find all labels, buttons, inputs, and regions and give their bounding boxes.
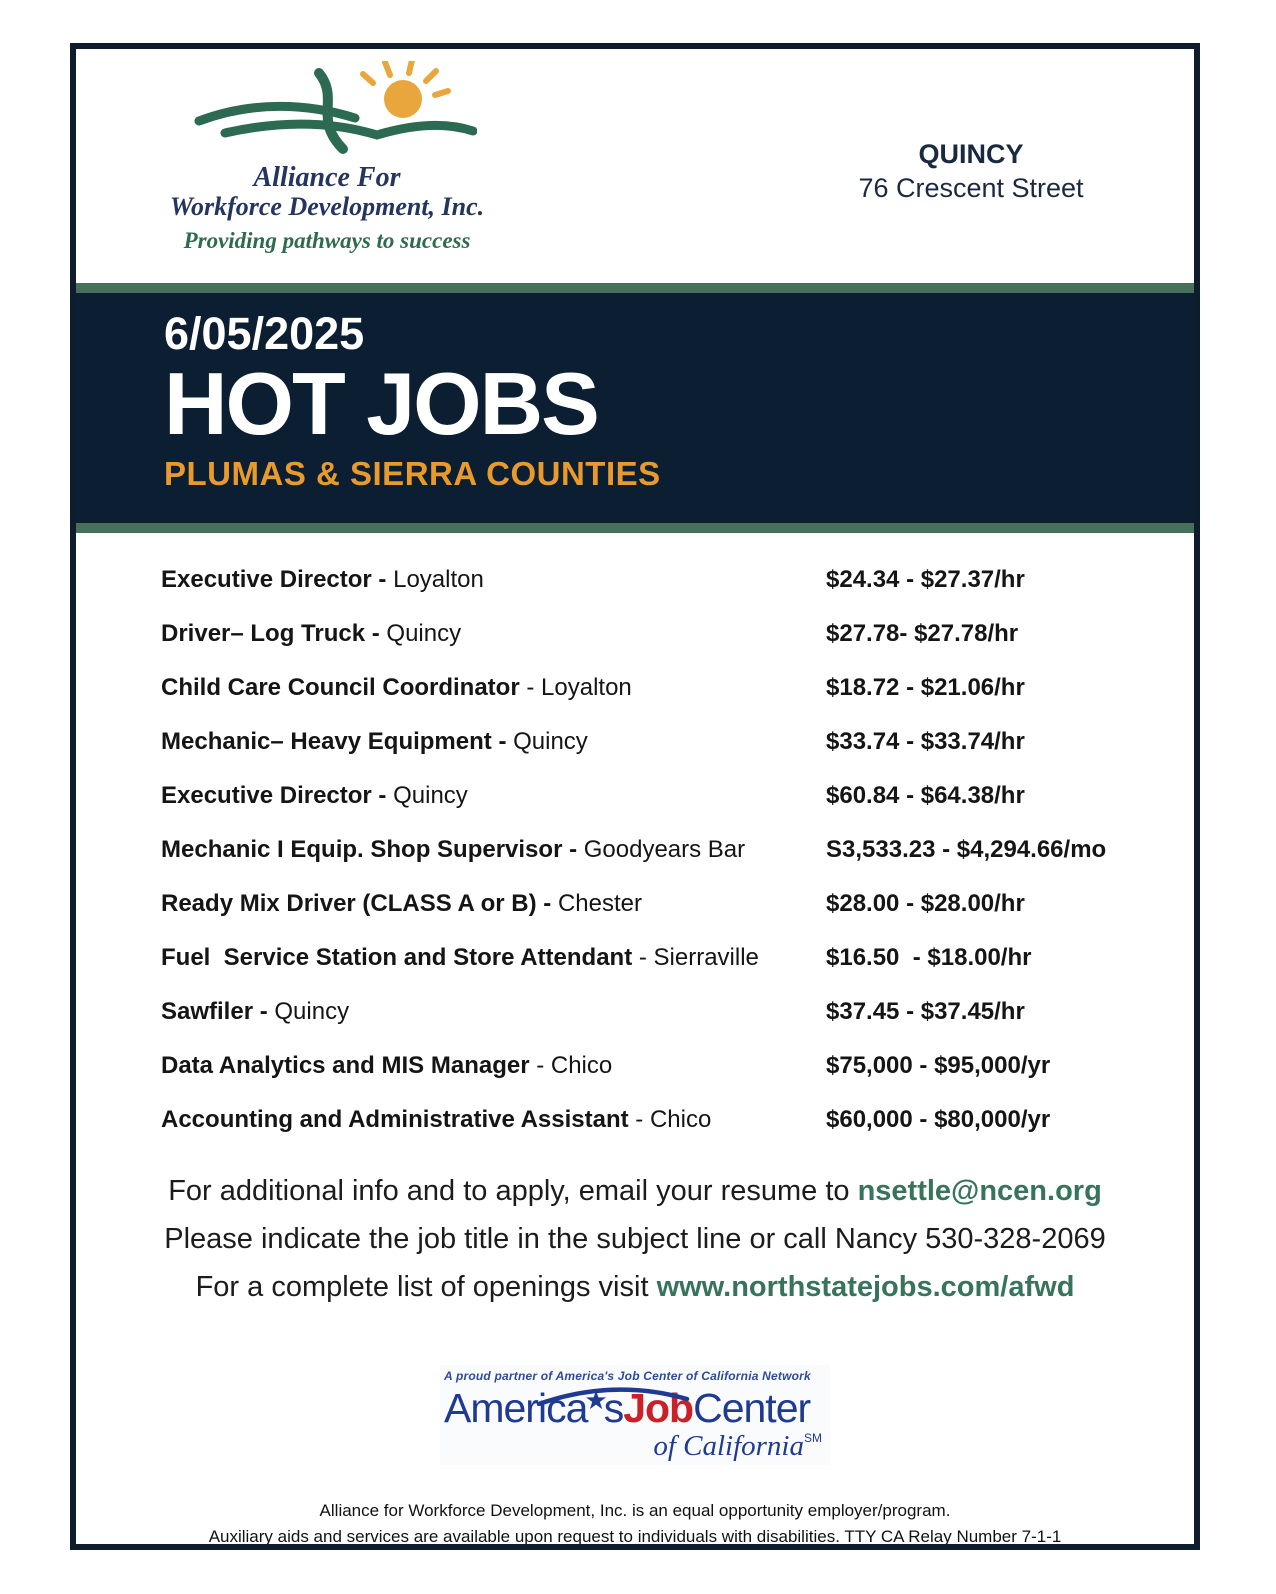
org-tagline: Providing pathways to success xyxy=(183,228,471,254)
job-title-bold: Executive Director - xyxy=(161,566,387,593)
job-title-bold: Sawfiler - xyxy=(161,998,268,1025)
disclaimer-line2: Auxiliary aids and services are available upon request to individuals with disabilities. TTY CA Relay Number 7-1-1 xyxy=(208,1527,1062,1546)
banner-bottom-stripe xyxy=(76,523,1194,533)
banner-title: HOT JOBS xyxy=(164,354,598,453)
contact-line1-text: For additional info and to apply, email your resume to xyxy=(168,1175,858,1207)
banner-date: 6/05/2025 xyxy=(164,308,365,359)
job-location: Quincy xyxy=(513,728,588,755)
org-logo xyxy=(154,61,500,254)
job-pay: $16.50 - $18.00/hr xyxy=(826,944,1032,971)
ajc-word-s: s xyxy=(603,1385,624,1431)
job-row xyxy=(161,566,1166,594)
job-row xyxy=(161,998,1166,1026)
ajc-partner-text: A proud partner of America's Job Center of California Network xyxy=(444,1369,811,1383)
job-title xyxy=(161,620,461,647)
flyer-page xyxy=(70,43,1200,1550)
contact-line-website xyxy=(76,1263,1194,1311)
job-location: - Sierraville xyxy=(638,944,759,971)
job-location: - Chico xyxy=(635,1106,712,1133)
job-title xyxy=(161,1052,612,1079)
job-pay: $60,000 - $80,000/yr xyxy=(826,1106,1051,1133)
ajc-of-california-text: of California xyxy=(653,1430,804,1463)
ajc-word-job: Job xyxy=(623,1385,694,1431)
job-title-bold: Mechanic I Equip. Shop Supervisor - xyxy=(161,836,578,863)
org-name-line1: Alliance For xyxy=(253,162,401,193)
job-row xyxy=(161,1106,1166,1134)
job-location: Quincy xyxy=(393,782,468,809)
ajc-word-america: America xyxy=(444,1385,588,1431)
job-title xyxy=(161,836,745,863)
job-location: Goodyears Bar xyxy=(583,836,746,863)
job-location: Chester xyxy=(557,890,643,917)
ajc-arc-icon xyxy=(534,1380,692,1406)
job-location: Quincy xyxy=(386,620,462,647)
job-title-bold: Mechanic– Heavy Equipment - xyxy=(161,728,507,755)
job-title xyxy=(161,998,349,1025)
job-pay: $33.74 - $33.74/hr xyxy=(826,728,1025,755)
email-link[interactable]: nsettle@ncen.org xyxy=(857,1175,1102,1207)
ajc-of-california xyxy=(444,1430,826,1463)
job-title-bold: Child Care Council Coordinator xyxy=(161,674,520,701)
job-title xyxy=(161,674,632,701)
contact-block xyxy=(76,1167,1194,1311)
job-row xyxy=(161,782,1166,810)
job-row xyxy=(161,836,1166,864)
job-pay: $27.78- $27.78/hr xyxy=(826,620,1019,647)
job-title-bold: Executive Director - xyxy=(161,782,387,809)
hot-jobs-banner xyxy=(76,283,1194,533)
website-link[interactable]: www.northstatejobs.com/afwd xyxy=(656,1271,1075,1303)
job-row xyxy=(161,674,1166,702)
banner-top-stripe xyxy=(76,283,1194,293)
contact-line-email xyxy=(76,1167,1194,1215)
job-pay: $18.72 - $21.06/hr xyxy=(826,674,1025,701)
job-location: Quincy xyxy=(274,998,350,1025)
job-title xyxy=(161,890,642,917)
job-title xyxy=(161,944,759,971)
contact-line-phone: Please indicate the job title in the subject line or call Nancy 530-328-2069 xyxy=(164,1223,1106,1255)
job-title-bold: Fuel Service Station and Store Attendant xyxy=(161,944,633,971)
job-pay: $60.84 - $64.38/hr xyxy=(826,782,1025,809)
ajc-sm-mark: SM xyxy=(804,1431,822,1446)
org-name-line2: Workforce Development, Inc. xyxy=(169,192,485,222)
job-title xyxy=(161,782,468,809)
ajc-word-center: Center xyxy=(693,1385,811,1431)
job-row xyxy=(161,1052,1166,1080)
job-title xyxy=(161,566,484,593)
job-title xyxy=(161,1106,711,1133)
job-row xyxy=(161,620,1166,648)
ajc-logo xyxy=(76,1365,1194,1465)
office-address: 76 Crescent Street xyxy=(858,173,1084,203)
banner-subtitle: PLUMAS & SIERRA COUNTIES xyxy=(164,455,661,493)
job-title-bold: Accounting and Administrative Assistant xyxy=(161,1106,629,1133)
job-row xyxy=(161,890,1166,918)
job-title xyxy=(161,728,588,755)
job-row xyxy=(161,944,1166,972)
job-title-bold: Data Analytics and MIS Manager xyxy=(161,1052,530,1079)
job-pay: $37.45 - $37.45/hr xyxy=(826,998,1025,1025)
job-pay: S3,533.23 - $4,294.66/mo xyxy=(826,836,1107,863)
office-location xyxy=(796,137,1146,205)
job-pay: $24.34 - $27.37/hr xyxy=(826,566,1025,593)
job-pay: $75,000 - $95,000/yr xyxy=(826,1052,1051,1079)
job-row xyxy=(161,728,1166,756)
job-location: Loyalton xyxy=(393,566,484,593)
job-title-bold: Driver– Log Truck - xyxy=(161,620,380,647)
job-location: - Loyalton xyxy=(526,674,632,701)
job-title-bold: Ready Mix Driver (CLASS A or B) - xyxy=(161,890,552,917)
job-location: - Chico xyxy=(536,1052,613,1079)
office-city: QUINCY xyxy=(918,139,1024,169)
disclaimer-line1: Alliance for Workforce Development, Inc. is an equal opportunity employer/program. xyxy=(319,1501,951,1520)
hills-sun-logo-icon xyxy=(177,61,477,163)
contact-line3-text: For a complete list of openings visit xyxy=(195,1271,657,1303)
job-pay: $28.00 - $28.00/hr xyxy=(826,890,1025,917)
ajc-star-icon: ★ xyxy=(584,1385,608,1415)
disclaimer xyxy=(76,1498,1194,1550)
